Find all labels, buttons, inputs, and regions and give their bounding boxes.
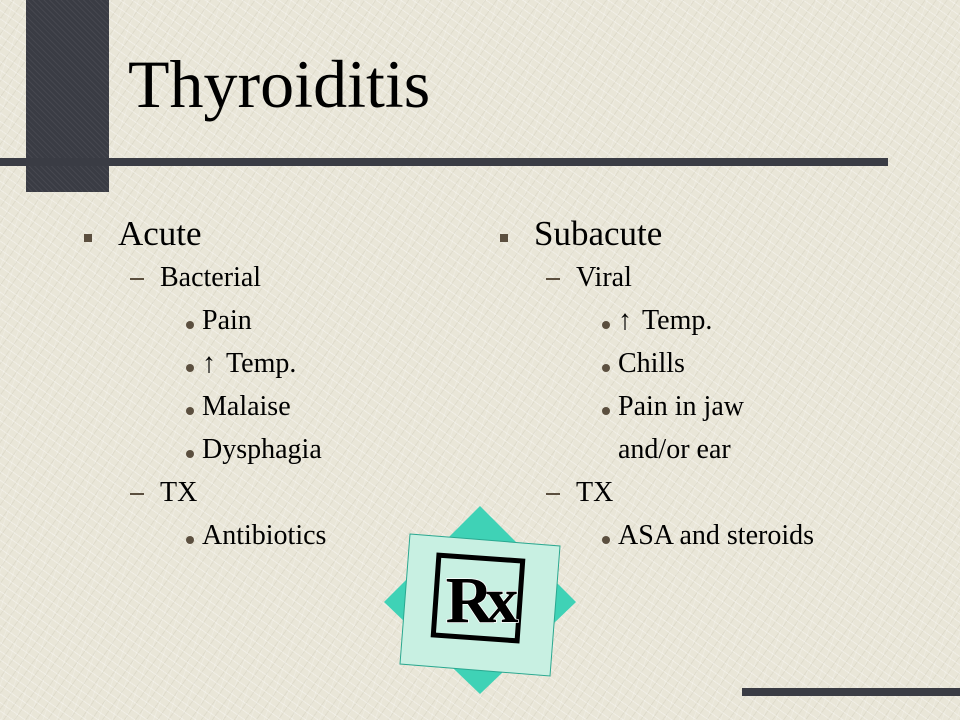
bullet-viral	[500, 256, 814, 299]
dot-bullet-icon	[186, 450, 194, 458]
item-asa-steroids: ASA and steroids	[618, 520, 814, 551]
item-continuation: and/or ear	[618, 434, 731, 465]
list-item	[84, 342, 326, 385]
dash-bullet-icon	[546, 278, 560, 280]
up-arrow-icon: ↑	[618, 305, 632, 336]
list-item	[500, 342, 814, 385]
dot-bullet-icon	[186, 364, 194, 372]
item-pain-in-jaw: Pain in jaw	[618, 391, 744, 422]
item-antibiotics: Antibiotics	[202, 520, 327, 551]
dot-bullet-icon	[602, 536, 610, 544]
rx-symbol-text: Rx	[445, 564, 511, 637]
list-item	[84, 428, 326, 471]
dot-bullet-icon	[602, 364, 610, 372]
dot-bullet-icon	[186, 321, 194, 329]
dot-bullet-icon	[186, 536, 194, 544]
acute-heading: Acute	[118, 214, 202, 253]
tx-label: TX	[160, 477, 198, 508]
title-underline-rule	[0, 158, 888, 166]
list-item	[500, 299, 814, 342]
acute-column	[84, 212, 326, 557]
bullet-tx	[84, 471, 326, 514]
list-item	[84, 514, 326, 557]
dot-bullet-icon	[602, 407, 610, 415]
subacute-heading: Subacute	[534, 214, 663, 253]
dash-bullet-icon	[130, 493, 144, 495]
viral-label: Viral	[576, 262, 632, 293]
dot-bullet-icon	[602, 321, 610, 329]
slide-title: Thyroiditis	[128, 46, 431, 122]
item-pain: Pain	[202, 305, 252, 336]
rx-prescription-icon	[380, 500, 580, 700]
item-chills: Chills	[618, 348, 685, 379]
bacterial-label: Bacterial	[160, 262, 262, 293]
dash-bullet-icon	[546, 493, 560, 495]
up-arrow-icon: ↑	[202, 348, 216, 379]
item-malaise: Malaise	[202, 391, 291, 422]
dot-bullet-icon	[186, 407, 194, 415]
bottom-rule	[742, 688, 960, 696]
bullet-bacterial	[84, 256, 326, 299]
list-item	[84, 385, 326, 428]
tx-label: TX	[576, 477, 614, 508]
square-bullet-icon	[84, 234, 92, 242]
item-temp: Temp.	[226, 348, 297, 379]
item-dysphagia: Dysphagia	[202, 434, 322, 465]
list-item	[500, 385, 814, 428]
item-temp: Temp.	[642, 305, 713, 336]
bullet-acute	[84, 212, 326, 256]
bullet-subacute	[500, 212, 814, 256]
dash-bullet-icon	[130, 278, 144, 280]
square-bullet-icon	[500, 234, 508, 242]
list-item	[84, 299, 326, 342]
